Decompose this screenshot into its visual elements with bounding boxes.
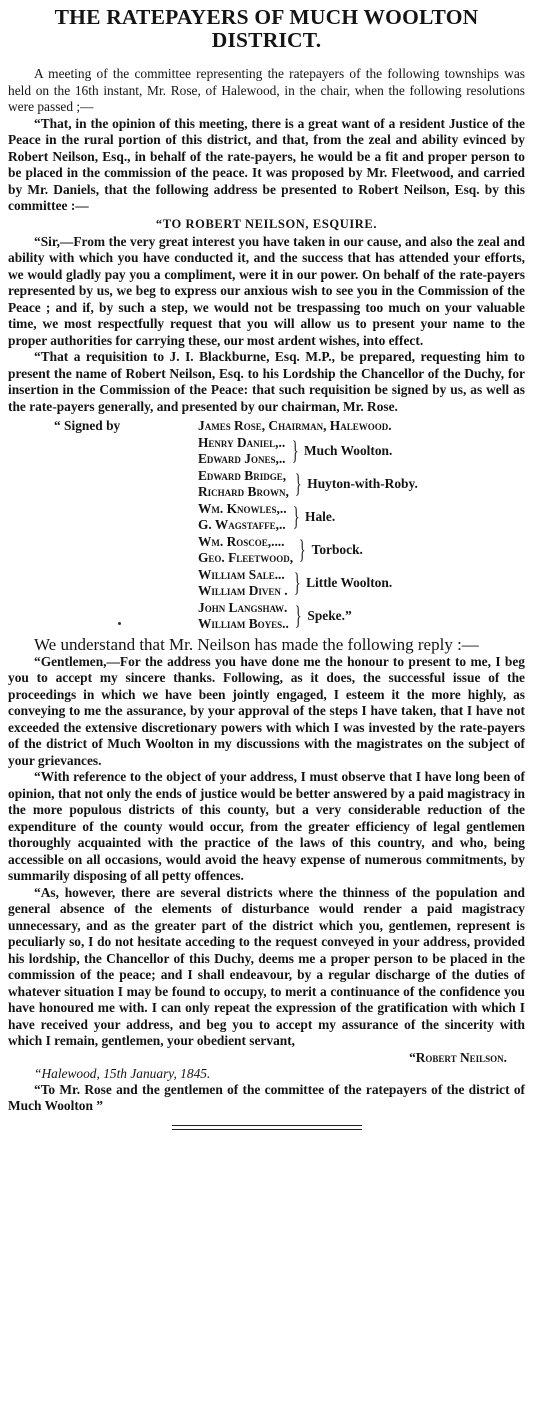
signature-group-hale xyxy=(198,501,525,534)
signatory-name: Edward Jones,.. xyxy=(198,451,286,466)
brace-icon: } xyxy=(291,436,299,465)
brace-icon: } xyxy=(293,568,301,597)
signatory-township: Much Woolton. xyxy=(304,443,393,458)
reply-intro: We understand that Mr. Neilson has made the following reply :— xyxy=(34,634,479,654)
signatory-name: William Sale... xyxy=(198,566,285,582)
reply-paragraph-three: “As, however, there are several districts where the thinness of the population and general absence of the elements of disturbance would render a paid magistracy unnecessary, and as the greater part of the district which you, gentlemen, represent is peculiarly so, I do not hesitate acceding to the request conveyed in your address, provided his lordship, the Chancellor of this Duchy, deems me a proper person to be placed in the commission of the peace; and I shall endeavour, by a regular discharge of the duties of whatever situation I may be found to occupy, to merit a continuance of the confidence you have honoured me with. I can only repeat the expression of the gratification with which I have received your address, and beg you to accept my assurance of the sincerity with which I remain, gentlemen, your obedient servant, xyxy=(8,884,525,1048)
resolution-one: “That, in the opinion of this meeting, there is a great want of a resident Justice of the Peace in the rural portion of this district, and that, from the zeal and ability evinced by Robert Neilson, Esq., in behalf of the rate-payers, he would be a fit and proper person to be placed in the commission of the peace. It was proposed by Mr. Fleetwood, and carried by Mr. Daniels, that the following address be presented to Robert Neilson, Esq. by this committee :— xyxy=(8,115,525,213)
signature-group-huyton xyxy=(198,468,525,501)
chairman-signature: James Rose, Chairman, Halewood. xyxy=(198,418,392,433)
signature-groups xyxy=(198,418,525,633)
closing-address: “To Mr. Rose and the gentlemen of the committee of the ratepayers of the district of Much Woolton ” xyxy=(8,1081,525,1113)
brace-icon: } xyxy=(294,601,302,630)
signatory-name: Wm. Knowles,.. xyxy=(198,500,287,516)
reply-dateline: “Halewood, 15th January, 1845. xyxy=(34,1065,211,1081)
signature-group-torbock xyxy=(198,534,525,567)
signatures-block xyxy=(8,418,525,633)
signatory-name: Edward Bridge, xyxy=(198,467,287,483)
signatory-name: G. Wagstaffe,.. xyxy=(198,517,286,532)
reply-paragraph-two: “With reference to the object of your address, I must observe that I have long been of opinion, that not only the ends of justice would be better answered by a paid magistracy in the more populous districts of this county, but a very considerable reduction of the expenditure of the county would occur, from the greater efficiency of legal gentlemen thoroughly acquainted with the practice of the laws of this country, and who, being accessible on all occasions, would avoid the heavy expense of numerous commitments, by summarily disposing of all petty offences. xyxy=(8,769,525,883)
signatory-name: Geo. Fleetwood, xyxy=(198,550,294,565)
signatory-name: Henry Daniel,.. xyxy=(198,434,286,450)
signatory-township: Hale. xyxy=(305,509,336,524)
signed-by-label: “ Signed by xyxy=(54,418,121,433)
signatory-township: Torbock. xyxy=(311,542,363,557)
brace-icon: } xyxy=(294,469,302,498)
reply-signoff: “Robert Neilson. xyxy=(409,1049,507,1065)
article-headline: THE RATEPAYERS OF MUCH WOOLTON DISTRICT. xyxy=(54,5,479,52)
closing-rule xyxy=(172,1125,362,1130)
brace-icon: } xyxy=(292,502,300,531)
signatory-township: Speke.” xyxy=(307,608,352,623)
signature-group-speke xyxy=(198,600,525,633)
reply-paragraph-one: “Gentlemen,—For the address you have done me the honour to present to me, I beg you to accept my sincere thanks. Following, as it does, the successful issue of the proceedings in which we have been jointly engaged, I esteem it the more highly, as conveying to me the assurance, by your approval of the steps I have taken, that I have not exceeded the extensive discretionary powers with which I was invested by the rate-payers of the district of Much Woolton in my discussions with the magistrates on the subject of your grievances. xyxy=(8,653,525,768)
signature-group-much-woolton xyxy=(198,435,525,468)
signatory-township: Little Woolton. xyxy=(306,575,393,590)
signatory-name: John Langshaw. xyxy=(198,599,288,615)
intro-paragraph: A meeting of the committee representing the ratepayers of the following townships was held on the 16th instant, Mr. Rose, of Halewood, in the chair, when the following resolutions were passed ;— xyxy=(8,66,525,114)
signature-group-little-woolton xyxy=(198,567,525,600)
address-body: “Sir,—From the very great interest you have taken in our cause, and also the zeal and ability with which you have conducted it, and the success that has attended your efforts, we would gladly pay you a compliment, were it in our power. On behalf of the rate-payers represented by us, we beg to express our anxious wish to see you in the Commission of the Peace ; and if, by such a step, we would not be trespassing too much on your valuable time, we most respectfully request that you will allow us to present your name to the proper authorities for carrying these, our most ardent wishes, into effect. xyxy=(8,233,525,348)
signatory-name: Wm. Roscoe,.... xyxy=(198,533,285,549)
brace-icon: } xyxy=(298,535,306,564)
signatory-name: William Boyes.. xyxy=(198,616,289,631)
print-speck xyxy=(118,622,121,625)
address-heading: “TO ROBERT NEILSON, ESQUIRE. xyxy=(155,216,378,231)
resolution-two: “That a requisition to J. I. Blackburne, Esq. M.P., be prepared, requesting him to present the name of Robert Neilson, Esq. to his Lordship the Chancellor of the Duchy, for insertion in the Commission of the Peace: that such requisition be signed by us, as well as the rate-payers generally, and presented by our chairman, Mr. Rose. xyxy=(8,349,525,414)
signatory-name: Richard Brown, xyxy=(198,484,289,499)
signatory-township: Huyton-with-Roby. xyxy=(307,476,418,491)
signatory-name: William Diven . xyxy=(198,583,288,598)
